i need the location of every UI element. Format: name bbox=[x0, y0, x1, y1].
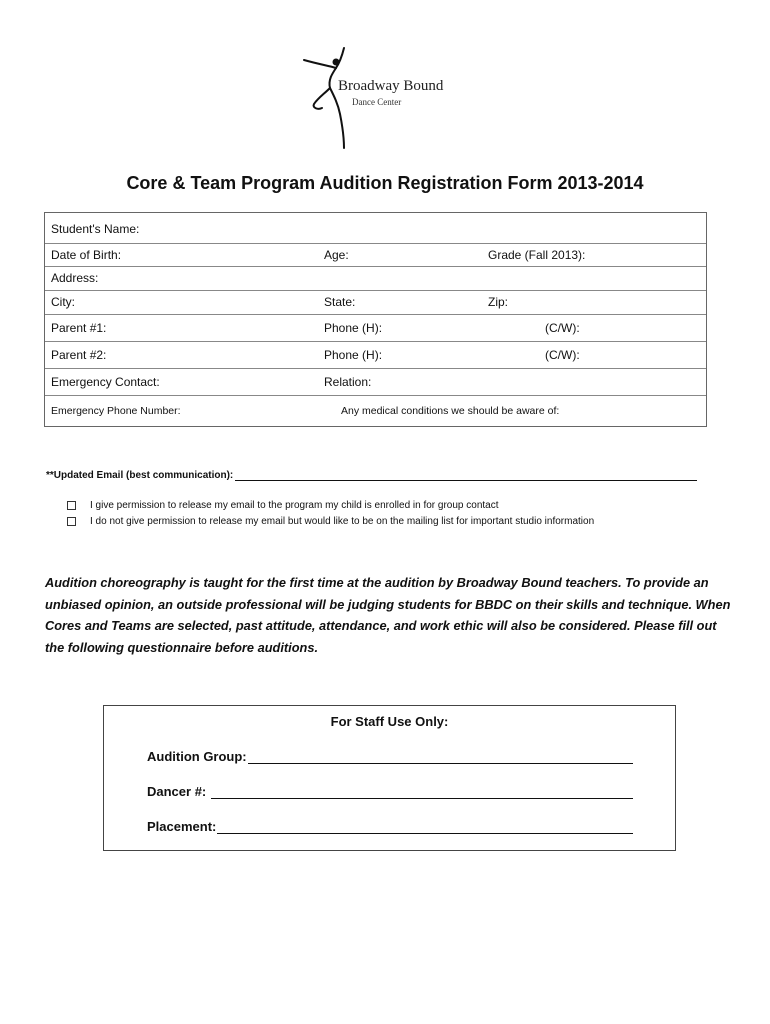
dancer-number-label: Dancer #: bbox=[147, 784, 210, 799]
table-row bbox=[45, 266, 706, 291]
page-title: Core & Team Program Audition Registration Form 2013-2014 bbox=[126, 173, 644, 193]
permission-label: I give permission to release my email to the program my child is enrolled in for group contact bbox=[90, 500, 499, 511]
state-field[interactable]: State: bbox=[324, 295, 356, 309]
staff-title: For Staff Use Only: bbox=[330, 714, 449, 729]
permission-label: I do not give permission to release my email but would like to be on the mailing list for important studio information bbox=[90, 516, 595, 527]
relation-field[interactable]: Relation: bbox=[324, 375, 372, 389]
checkbox[interactable] bbox=[67, 517, 76, 526]
registration-table bbox=[44, 212, 707, 427]
audition-notice: Audition choreography is taught for the first time at the audition by Broadway Bound teachers. To provide an unbiased opinion, an outside professional will be judging students for BBDC on their skills and technique. When Cores and Teams are selected, past attitude, attendance, and work ethic will also be considered. Please fill out the following questionnaire before auditions. bbox=[45, 575, 731, 656]
permission-option-decline bbox=[67, 516, 594, 527]
table-row bbox=[45, 243, 706, 267]
placement-input[interactable] bbox=[217, 820, 633, 834]
parent1-phone-cw-field[interactable]: (C/W): bbox=[545, 321, 580, 335]
date-of-birth-field[interactable]: Date of Birth: bbox=[51, 248, 122, 262]
placement-label: Placement: bbox=[147, 819, 217, 834]
medical-conditions-field[interactable]: Any medical conditions we should be aware of: bbox=[341, 405, 560, 417]
table-row bbox=[45, 341, 706, 369]
dancer-number-input[interactable] bbox=[211, 785, 633, 799]
parent1-field[interactable]: Parent #1: bbox=[51, 321, 107, 335]
emergency-phone-field[interactable]: Emergency Phone Number: bbox=[51, 405, 181, 417]
city-field[interactable]: City: bbox=[51, 295, 75, 309]
audition-group-line bbox=[147, 749, 633, 764]
parent2-phone-cw-field[interactable]: (C/W): bbox=[545, 348, 580, 362]
parent2-field[interactable]: Parent #2: bbox=[51, 348, 107, 362]
zip-field[interactable]: Zip: bbox=[488, 295, 509, 309]
parent2-phone-home-field[interactable]: Phone (H): bbox=[324, 348, 383, 362]
parent1-phone-home-field[interactable]: Phone (H): bbox=[324, 321, 383, 335]
audition-group-label: Audition Group: bbox=[147, 749, 247, 764]
grade-field[interactable]: Grade (Fall 2013): bbox=[488, 248, 586, 262]
placement-line bbox=[147, 819, 633, 834]
table-row bbox=[45, 213, 706, 244]
permission-option-give bbox=[67, 500, 499, 511]
audition-group-input[interactable] bbox=[248, 750, 633, 764]
table-row bbox=[45, 368, 706, 396]
logo-title: Broadway Bound bbox=[338, 78, 444, 94]
age-field[interactable]: Age: bbox=[324, 248, 349, 262]
checkbox[interactable] bbox=[67, 501, 76, 510]
address-field[interactable]: Address: bbox=[51, 271, 99, 285]
table-row bbox=[45, 395, 706, 426]
email-line bbox=[46, 470, 697, 481]
table-row bbox=[45, 314, 706, 342]
dancer-number-line bbox=[147, 784, 633, 799]
email-label: **Updated Email (best communication): bbox=[46, 470, 234, 481]
student-name-field[interactable]: Student's Name: bbox=[51, 222, 140, 236]
table-row bbox=[45, 290, 706, 315]
email-input[interactable] bbox=[235, 470, 697, 481]
staff-use-box bbox=[103, 705, 676, 851]
logo-subtitle: Dance Center bbox=[352, 97, 402, 107]
emergency-contact-field[interactable]: Emergency Contact: bbox=[51, 375, 160, 389]
